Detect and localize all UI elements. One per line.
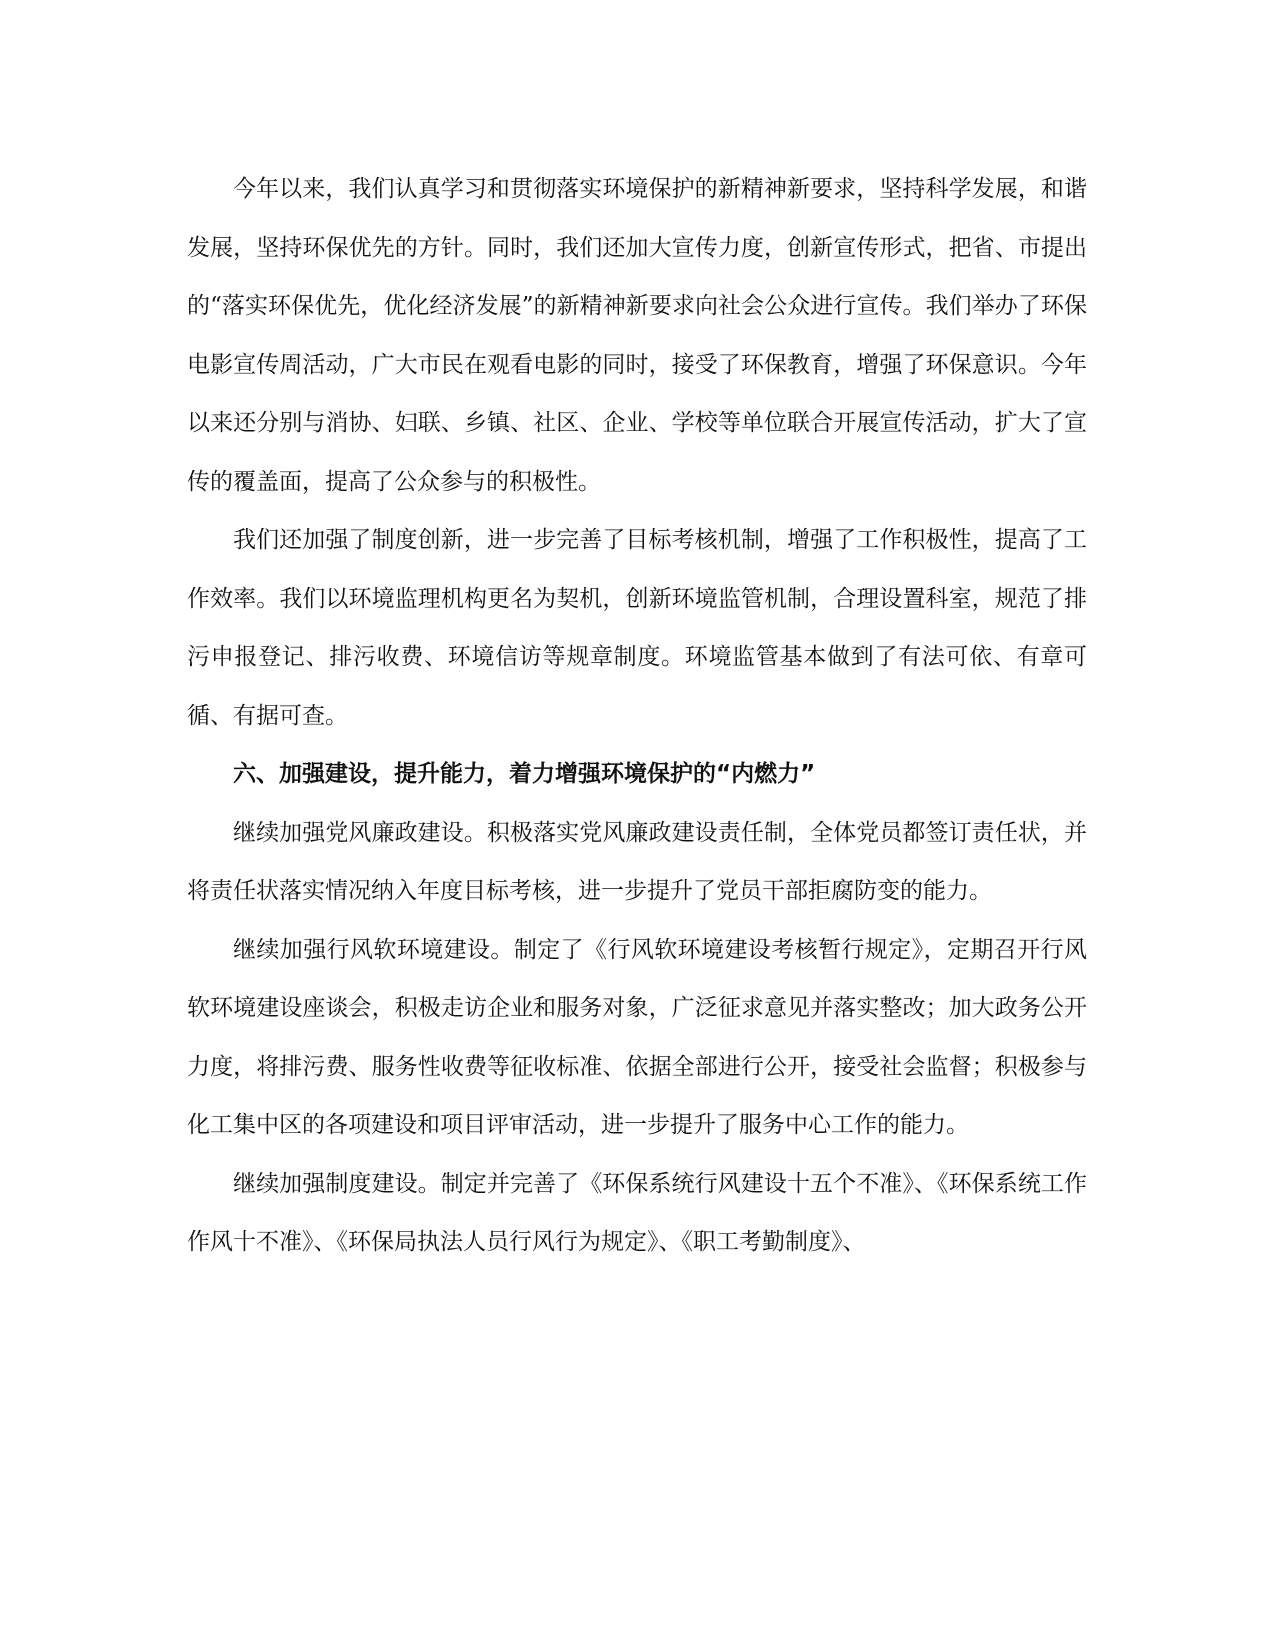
paragraph-rules-building: 继续加强制度建设。制定并完善了《环保系统行风建设十五个不准》、《环保系统工作作风十不准》、《环保局执法人员行风行为规定》、《职工考勤制度》、 bbox=[187, 1170, 1087, 1255]
paragraph-party-building: 继续加强党风廉政建设。积极落实党风廉政建设责任制，全体党员都签订责任状，并将责任状落实情况纳入年度目标考核，进一步提升了党员干部拒腐防变的能力。 bbox=[187, 819, 1087, 904]
paragraph-system-innovation: 我们还加强了制度创新，进一步完善了目标考核机制，增强了工作积极性，提高了工作效率。我们以环境监理机构更名为契机，创新环境监管机制，合理设置科室，规范了排污申报登记、排污收费、环境信访等规章制度。环境监管基本做到了有法可依、有章可循、有据可查。 bbox=[187, 527, 1087, 729]
document-page bbox=[187, 160, 1087, 1272]
paragraph-publicity: 今年以来，我们认真学习和贯彻落实环境保护的新精神新要求，坚持科学发展，和谐发展，坚持环保优先的方针。同时，我们还加大宣传力度，创新宣传形式，把省、市提出的“落实环保优先，优化经济发展”的新精神新要求向社会公众进行宣传。我们举办了环保电影宣传周活动，广大市民在观看电影的同时，接受了环保教育，增强了环保意识。今年以来还分别与消协、妇联、乡镇、社区、企业、学校等单位联合开展宣传活动，扩大了宣传的覆盖面，提高了公众参与的积极性。 bbox=[187, 176, 1087, 495]
section-heading-six: 六、加强建设，提升能力，着力增强环境保护的“内燃力” bbox=[233, 761, 816, 787]
paragraph-work-style: 继续加强行风软环境建设。制定了《行风软环境建设考核暂行规定》，定期召开行风软环境建设座谈会，积极走访企业和服务对象，广泛征求意见并落实整改；加大政务公开力度，将排污费、服务性收费等征收标准、依据全部进行公开，接受社会监督；积极参与化工集中区的各项建设和项目评审活动，进一步提升了服务中心工作的能力。 bbox=[187, 936, 1087, 1138]
